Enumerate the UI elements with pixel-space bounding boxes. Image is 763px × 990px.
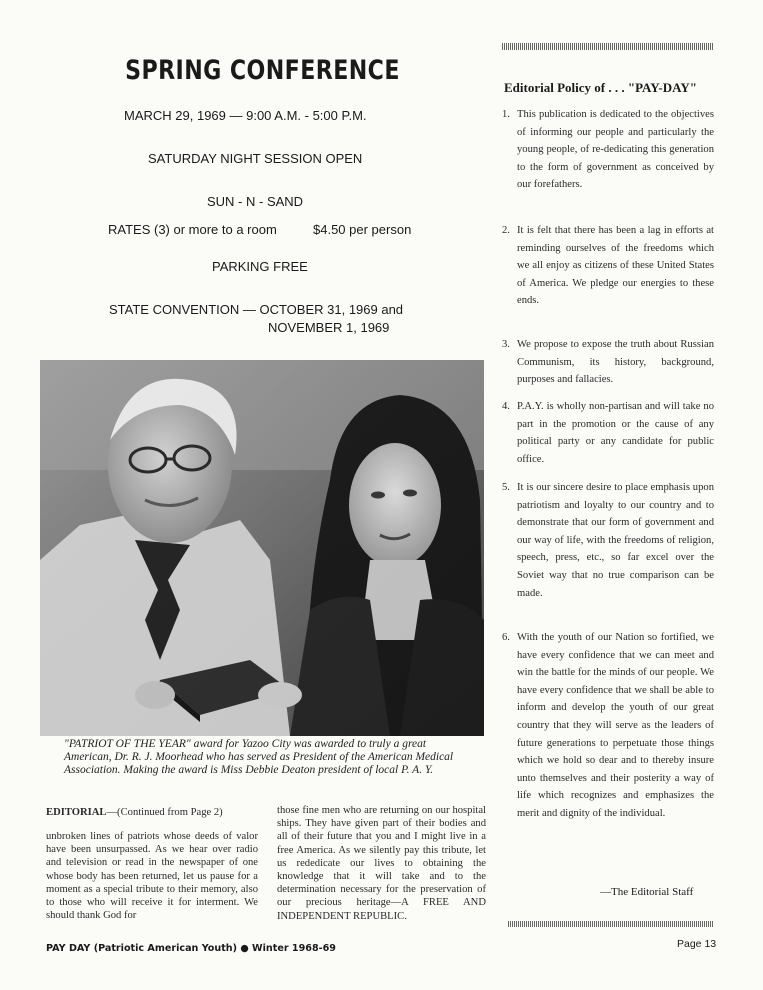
editorial-column-2-text: those fine men who are returning on our hospital ships. They have given part of their bodies and all of their future that you and I might live in a free America. As we silently pay this tribute, let us rededicate our lives to obtaining the knowledge that it will take and to the determination necessary for the preservation of our precious heritage—A FREE AND INDEPENDENT REPUBLIC.: [277, 805, 486, 922]
policy-item-5: [502, 479, 714, 602]
policy-item-number: 5.: [502, 482, 510, 493]
editorial-continued: —(Continued from Page 2): [106, 807, 223, 818]
editorial-column-2: [277, 804, 486, 923]
editorial-column-1: [46, 830, 258, 922]
editorial-column-1-text: unbroken lines of patriots whose deeds of valor have been unsurpassed. As we hear over radio and television or read in the newspaper of one whose body has been returned, let us pause for a moment as a special tribute to their memory, also to those who will receive it for interment. We should thank God for: [46, 831, 258, 922]
bottom-rule: [508, 921, 714, 927]
venue: SUN - N - SAND: [207, 194, 304, 209]
photo-caption: "PATRIOT OF THE YEAR" award for Yazoo City was awarded to truly a great American, Dr. R. J. Moorhead who has served as President of the American Medical Association. Making the award is Miss Debbie Deaton president of local P. A. Y.: [64, 738, 454, 776]
policy-signature: —The Editorial Staff: [600, 886, 694, 898]
policy-item-1: [502, 106, 714, 194]
policy-item-6: [502, 629, 714, 823]
conference-title: SPRING CONFERENCE: [125, 55, 400, 86]
state-convention-line-1: STATE CONVENTION — OCTOBER 31, 1969 and: [109, 302, 404, 317]
policy-item-text: It is our sincere desire to place emphasis upon patriotism and loyalty to our country and to demonstrate that our form of government and our way of life, with the freedoms of religion, speech, press, etc., so far excel over the Soviet way that no true comparison can be made.: [517, 482, 714, 599]
policy-item-number: 4.: [502, 401, 510, 412]
policy-item-number: 3.: [502, 339, 510, 350]
rates-label: RATES (3) or more to a room: [108, 222, 277, 237]
policy-item-text: We propose to expose the truth about Russian Communism, its history, background, purposes and fallacies.: [517, 339, 714, 386]
footer-publication: PAY DAY (Patriotic American Youth) ● Winter 1968-69: [46, 943, 336, 954]
editorial-heading: EDITORIAL: [46, 807, 107, 818]
policy-item-text: It is felt that there has been a lag in efforts at reminding ourselves of the freedoms which we all enjoy as citizens of these United States of America. We pledge our energies to these ends.: [517, 225, 714, 307]
award-photo-illustration: [40, 360, 484, 736]
top-rule: [502, 43, 714, 50]
policy-title: Editorial Policy of . . . "PAY-DAY": [504, 80, 697, 95]
award-photo: [40, 360, 484, 736]
policy-item-number: 6.: [502, 632, 510, 643]
policy-item-3: [502, 336, 714, 389]
policy-item-number: 2.: [502, 225, 510, 236]
policy-item-text: With the youth of our Nation so fortified, we have every confidence that we can meet and win the battle for the minds of our people. We have every confidence that we shall be able to inform and develop the youth of our great country that they will serve as the leaders of future generations to perpetuate those things which we hold so dear and to thereby insure unto themselves and their posterity a way of life which recognizes and emphasizes the merit and dignity of the individual.: [517, 632, 714, 819]
policy-item-2: [502, 222, 714, 310]
rates-value: $4.50 per person: [313, 222, 412, 237]
policy-item-text: P.A.Y. is wholly non-partisan and will take no part in the promotion or the cause of any political party or any candidate for public office.: [517, 401, 714, 465]
policy-item-4: [502, 398, 714, 468]
editorial-heading-line: [46, 806, 260, 819]
parking: PARKING FREE: [212, 259, 308, 274]
conference-date: MARCH 29, 1969 — 9:00 A.M. - 5:00 P.M.: [124, 108, 367, 123]
policy-item-text: This publication is dedicated to the objectives of informing our people and particularly the young people, of re-dedicating this generation to the form of government as conceived by our forefathers.: [517, 109, 714, 191]
state-convention-line-2: NOVEMBER 1, 1969: [268, 320, 390, 335]
page-number: Page 13: [677, 938, 717, 950]
policy-item-number: 1.: [502, 109, 510, 120]
session-line: SATURDAY NIGHT SESSION OPEN: [148, 151, 363, 166]
